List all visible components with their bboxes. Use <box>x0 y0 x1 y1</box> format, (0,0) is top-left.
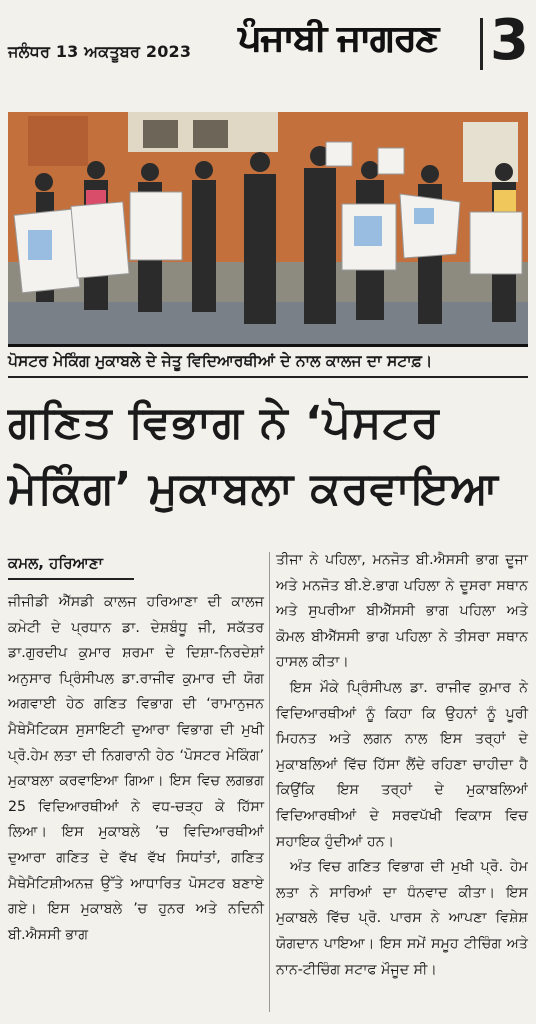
dateline: ਜਲੰਧਰ 13 ਅਕਤੂਬਰ 2023 <box>8 42 192 61</box>
article-column-left <box>8 590 264 948</box>
article-paragraph: ਜੀਜੀਡੀ ਐੱਸਡੀ ਕਾਲਜ ਹਰਿਆਣਾ ਦੀ ਕਾਲਜ ਕਮੇਟੀ ਦੇ ਪ੍ਰਧਾਨ ਡਾ. ਦੇਸ਼ਬੰਧੂ ਜੀ, ਸਕੱਤਰ ਡਾ.ਗੁਰਦੀਪ ਕੁਮਾਰ ਸ਼ਰਮਾ ਦੇ ਦਿਸ਼ਾ-ਨਿਰਦੇਸ਼ਾਂ ਅਨੁਸਾਰ ਪ੍ਰਿੰਸੀਪਲ ਡਾ.ਰਾਜੀਵ ਕੁਮਾਰ ਦੀ ਯੋਗ ਅਗਵਾਈ ਹੇਠ ਗਣਿਤ ਵਿਭਾਗ ਦੀ ‘ਰਾਮਾਨੁਜਨ ਮੈਥੇਮੈਟਿਕਸ ਸੁਸਾਇਟੀ ਦੁਆਰਾ ਵਿਭਾਗ ਦੀ ਮੁਖੀ ਪ੍ਰੋ.ਹੇਮ ਲਤਾ ਦੀ ਨਿਗਰਾਨੀ ਹੇਠ ‘ਪੋਸਟਰ ਮੇਕਿੰਗ’ ਮੁਕਾਬਲਾ ਕਰਵਾਇਆ ਗਿਆ। ਇਸ ਵਿਚ ਲਗਭਗ 25 ਵਿਦਿਆਰਥੀਆਂ ਨੇ ਵਧ-ਚੜ੍ਹ ਕੇ ਹਿੱਸਾ ਲਿਆ। ਇਸ ਮੁਕਾਬਲੇ ’ਚ ਵਿਦਿਆਰਥੀਆਂ ਦੁਆਰਾ ਗਣਿਤ ਦੇ ਵੱਖ ਵੱਖ ਸਿਧਾਂਤਾਂ, ਗਣਿਤ ਮੈਥੇਮੈਟਿਸ਼ੀਅਨਜ਼ ਉੱਤੇ ਆਧਾਰਿਤ ਪੋਸਟਰ ਬਣਾਏ ਗਏ। ਇਸ ਮੁਕਾਬਲੇ ’ਚ ਹੁਨਰ ਅਤੇ ਨਦਿਨੀ ਬੀ.ਐਸਸੀ ਭਾਗ <box>8 594 264 943</box>
caption-divider <box>8 376 528 378</box>
article-paragraph: ਇਸ ਮੌਕੇ ਪ੍ਰਿੰਸੀਪਲ ਡਾ. ਰਾਜੀਵ ਕੁਮਾਰ ਨੇ ਵਿਦਿਆਰਥੀਆਂ ਨੂੰ ਕਿਹਾ ਕਿ ਉਹਨਾਂ ਨੂੰ ਪੂਰੀ ਮਿਹਨਤ ਅਤੇ ਲਗਨ ਨਾਲ ਇਸ ਤਰ੍ਹਾਂ ਦੇ ਮੁਕਾਬਲਿਆਂ ਵਿੱਚ ਹਿੱਸਾ ਲੈਂਦੇ ਰਹਿਣਾ ਚਾਹੀਦਾ ਹੈ ਕਿਉਂਕਿ ਇਸ ਤਰ੍ਹਾਂ ਦੇ ਮੁਕਾਬਲਿਆਂ ਵਿਦਿਆਰਥੀਆਂ ਦੇ ਸਰਵਪੱਖੀ ਵਿਕਾਸ ਵਿਚ ਸਹਾਇਕ ਹੁੰਦੀਆਂ ਹਨ। <box>276 679 528 850</box>
article-headline: ਗਣਿਤ ਵਿਭਾਗ ਨੇ ‘ਪੋਸਟਰ ਮੇਕਿੰਗ’ ਮੁਕਾਬਲਾ ਕਰਵਾਇਆ <box>8 397 499 514</box>
column-divider <box>269 552 270 1012</box>
newspaper-title: ਪੰਜਾਬੀ ਜਾਗਰਣ <box>238 18 438 59</box>
masthead <box>0 0 536 98</box>
article-paragraph: ਅੰਤ ਵਿਚ ਗਣਿਤ ਵਿਭਾਗ ਦੀ ਮੁਖੀ ਪ੍ਰੋ. ਹੇਮ ਲਤਾ ਨੇ ਸਾਰਿਆਂ ਦਾ ਧੰਨਵਾਦ ਕੀਤਾ। ਇਸ ਮੁਕਾਬਲੇ ਵਿੱਚ ਪ੍ਰੋ. ਪਾਰਸ ਨੇ ਆਪਣਾ ਵਿਸ਼ੇਸ਼ ਯੋਗਦਾਨ ਪਾਇਆ। ਇਸ ਸਮੇਂ ਸਮੂਹ ਟੀਚਿੰਗ ਅਤੇ ਨਾਨ-ਟੀਚਿੰਗ ਸਟਾਫ ਮੌਜੂਦ ਸੀ। <box>276 859 528 978</box>
masthead-divider <box>480 18 483 70</box>
article-byline: ਕਮਲ, ਹਰਿਆਣਾ <box>8 554 103 572</box>
group-photo-illustration <box>8 112 528 344</box>
article-column-right <box>276 548 528 983</box>
page-number: 3 <box>490 8 529 73</box>
byline-underline <box>8 578 134 580</box>
photo-caption: ਪੋਸਟਰ ਮੇਕਿੰਗ ਮੁਕਾਬਲੇ ਦੇ ਜੇਤੂ ਵਿਦਿਆਰਥੀਆਂ ਦੇ ਨਾਲ ਕਾਲਜ ਦਾ ਸਟਾਫ਼। <box>8 352 433 370</box>
article-paragraph: ਤੀਜਾ ਨੇ ਪਹਿਲਾ, ਮਨਜੋਤ ਬੀ.ਐਸਸੀ ਭਾਗ ਦੂਜਾ ਅਤੇ ਮਨਜੋਤ ਬੀ.ਏ.ਭਾਗ ਪਹਿਲਾ ਨੇ ਦੂਸਰਾ ਸਥਾਨ ਅਤੇ ਸੁਪਰੀਆ ਬੀਐੱਸਸੀ ਭਾਗ ਪਹਿਲਾ ਅਤੇ ਕੋਮਲ ਬੀਐੱਸਸੀ ਭਾਗ ਪਹਿਲਾ ਨੇ ਤੀਸਰਾ ਸਥਾਨ ਹਾਸਲ ਕੀਤਾ। <box>276 552 528 671</box>
news-photo <box>8 112 528 347</box>
